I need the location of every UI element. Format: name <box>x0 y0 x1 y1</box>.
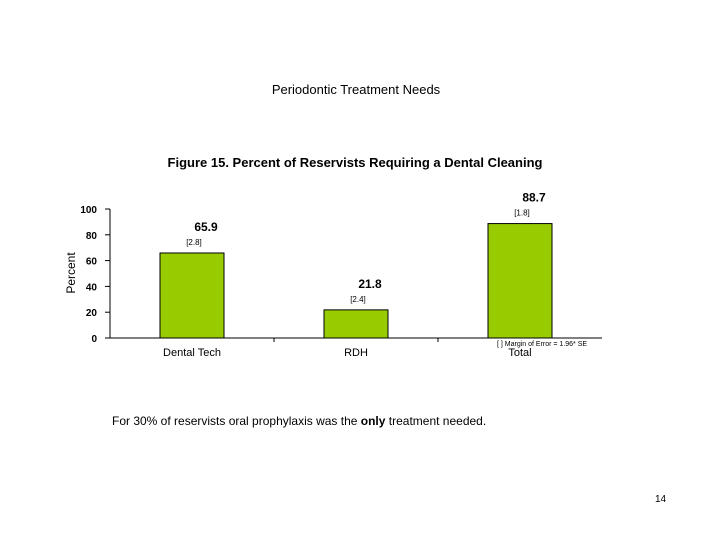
page-number: 14 <box>655 494 667 505</box>
y-tick-label: 0 <box>91 334 97 345</box>
y-tick-label: 40 <box>85 282 97 294</box>
data-label: 21.8 <box>358 276 382 291</box>
error-label: [1.8] <box>514 208 530 218</box>
error-label: [2.4] <box>350 294 366 304</box>
note-suffix: treatment needed. <box>385 414 487 428</box>
y-axis-title: Percent <box>64 252 78 294</box>
y-tick-label: 20 <box>85 308 97 320</box>
note-prefix: For 30% of reservists oral prophylaxis was the <box>112 414 361 428</box>
note-emphasis: only <box>360 414 386 428</box>
figure-title: Figure 15. Percent of Reservists Requiring a Dental Cleaning <box>167 155 543 170</box>
error-label: [2.8] <box>186 237 202 247</box>
footnote <box>112 414 486 428</box>
data-label: 88.7 <box>522 190 546 205</box>
y-tick-label: 80 <box>85 230 97 242</box>
x-tick-label: Total <box>508 347 532 359</box>
y-tick-label: 100 <box>80 205 97 216</box>
bar <box>160 253 224 338</box>
bar <box>488 224 552 338</box>
bar <box>324 310 388 338</box>
x-tick-label: RDH <box>344 347 368 359</box>
data-label: 65.9 <box>194 219 218 234</box>
legend-note: [ ] Margin of Error = 1.96* SE <box>497 341 588 348</box>
chart-bars <box>160 224 552 338</box>
section-title: Periodontic Treatment Needs <box>271 82 441 97</box>
x-tick-label: Dental Tech <box>163 347 221 359</box>
y-tick-label: 60 <box>85 256 97 268</box>
